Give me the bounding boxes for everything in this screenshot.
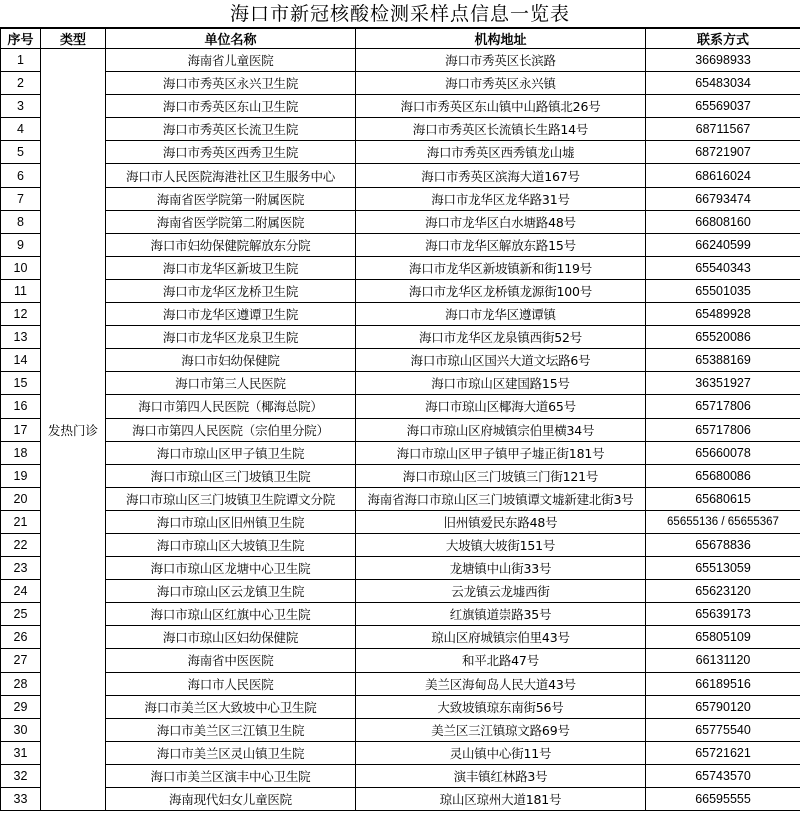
unit-name: 海口市人民医院海港社区卫生服务中心 [106, 164, 356, 187]
unit-address: 海口市龙华区龙华路31号 [356, 187, 646, 210]
unit-name: 海口市琼山区三门坡镇卫生院 [106, 464, 356, 487]
unit-name: 海口市秀英区永兴卫生院 [106, 72, 356, 95]
row-number: 18 [1, 441, 41, 464]
unit-name: 海口市龙华区新坡卫生院 [106, 256, 356, 279]
unit-address: 琼山区琼州大道181号 [356, 788, 646, 811]
table-row [1, 72, 800, 95]
row-number: 13 [1, 326, 41, 349]
contact-phone: 65569037 [646, 95, 800, 118]
table-row [1, 718, 800, 741]
contact-phone: 65388169 [646, 349, 800, 372]
unit-name: 海口市琼山区旧州镇卫生院 [106, 510, 356, 533]
table-header-row [1, 29, 800, 49]
row-number: 31 [1, 741, 41, 764]
contact-phone: 65775540 [646, 718, 800, 741]
contact-phone: 65489928 [646, 303, 800, 326]
table-row [1, 441, 800, 464]
contact-phone: 65721621 [646, 741, 800, 764]
row-number: 9 [1, 233, 41, 256]
table-row [1, 557, 800, 580]
row-number: 33 [1, 788, 41, 811]
unit-address: 海口市龙华区解放东路15号 [356, 233, 646, 256]
unit-name: 海口市琼山区三门坡镇卫生院谭文分院 [106, 487, 356, 510]
row-number: 16 [1, 395, 41, 418]
contact-phone: 36698933 [646, 49, 800, 72]
row-number: 1 [1, 49, 41, 72]
unit-address: 海口市秀英区长滨路 [356, 49, 646, 72]
unit-name: 海口市美兰区大致坡中心卫生院 [106, 695, 356, 718]
row-number: 15 [1, 372, 41, 395]
unit-address: 海口市秀英区西秀镇龙山墟 [356, 141, 646, 164]
table-row [1, 672, 800, 695]
unit-address: 海口市秀英区长流镇长生路14号 [356, 118, 646, 141]
contact-phone: 65540343 [646, 256, 800, 279]
unit-address: 美兰区三江镇琼文路69号 [356, 718, 646, 741]
unit-name: 海口市妇幼保健院解放东分院 [106, 233, 356, 256]
row-number: 32 [1, 764, 41, 787]
contact-phone: 68711567 [646, 118, 800, 141]
row-number: 17 [1, 418, 41, 441]
unit-name: 海口市妇幼保健院 [106, 349, 356, 372]
unit-address: 红旗镇道崇路35号 [356, 603, 646, 626]
row-number: 29 [1, 695, 41, 718]
unit-name: 海南省儿童医院 [106, 49, 356, 72]
table-row [1, 395, 800, 418]
contact-phone: 66793474 [646, 187, 800, 210]
table-row [1, 487, 800, 510]
unit-address: 海口市龙华区龙泉镇西街52号 [356, 326, 646, 349]
unit-address: 云龙镇云龙墟西街 [356, 580, 646, 603]
contact-phone: 65513059 [646, 557, 800, 580]
table-row [1, 741, 800, 764]
contact-phone: 66808160 [646, 210, 800, 233]
row-number: 19 [1, 464, 41, 487]
row-number: 5 [1, 141, 41, 164]
header-phone: 联系方式 [646, 29, 800, 49]
row-number: 14 [1, 349, 41, 372]
unit-address: 海口市龙华区白水塘路48号 [356, 210, 646, 233]
row-number: 6 [1, 164, 41, 187]
table-row [1, 626, 800, 649]
table-row [1, 279, 800, 302]
contact-phone: 66240599 [646, 233, 800, 256]
unit-name: 海口市第三人民医院 [106, 372, 356, 395]
unit-address: 海口市龙华区龙桥镇龙源街100号 [356, 279, 646, 302]
row-number: 23 [1, 557, 41, 580]
contact-phone: 65655136 / 65655367 [646, 510, 800, 533]
unit-address: 大坡镇大坡街151号 [356, 533, 646, 556]
unit-address: 海口市琼山区三门坡镇三门街121号 [356, 464, 646, 487]
contact-phone: 66189516 [646, 672, 800, 695]
row-number: 24 [1, 580, 41, 603]
table-row [1, 164, 800, 187]
table-row [1, 695, 800, 718]
unit-name: 海口市琼山区甲子镇卫生院 [106, 441, 356, 464]
unit-name: 海口市人民医院 [106, 672, 356, 695]
sampling-sites-table [0, 28, 800, 811]
page-title: 海口市新冠核酸检测采样点信息一览表 [0, 0, 800, 28]
unit-name: 海南省中医医院 [106, 649, 356, 672]
header-address: 机构地址 [356, 29, 646, 49]
unit-name: 海口市秀英区东山卫生院 [106, 95, 356, 118]
header-no: 序号 [1, 29, 41, 49]
row-number: 10 [1, 256, 41, 279]
table-row [1, 95, 800, 118]
table-row [1, 187, 800, 210]
unit-address: 龙塘镇中山街33号 [356, 557, 646, 580]
unit-address: 琼山区府城镇宗伯里43号 [356, 626, 646, 649]
contact-phone: 65501035 [646, 279, 800, 302]
table-row [1, 141, 800, 164]
row-number: 27 [1, 649, 41, 672]
table-body [1, 49, 800, 811]
row-number: 8 [1, 210, 41, 233]
unit-address: 和平北路47号 [356, 649, 646, 672]
table-row [1, 349, 800, 372]
contact-phone: 65678836 [646, 533, 800, 556]
contact-phone: 68616024 [646, 164, 800, 187]
row-number: 3 [1, 95, 41, 118]
row-number: 30 [1, 718, 41, 741]
unit-name: 海口市琼山区红旗中心卫生院 [106, 603, 356, 626]
row-number: 21 [1, 510, 41, 533]
unit-name: 海南省医学院第二附属医院 [106, 210, 356, 233]
unit-address: 海口市龙华区遵谭镇 [356, 303, 646, 326]
unit-name: 海口市琼山区云龙镇卫生院 [106, 580, 356, 603]
contact-phone: 65680086 [646, 464, 800, 487]
table-row [1, 788, 800, 811]
contact-phone: 65520086 [646, 326, 800, 349]
unit-address: 海口市秀英区永兴镇 [356, 72, 646, 95]
unit-name: 海南省医学院第一附属医院 [106, 187, 356, 210]
unit-address: 海口市琼山区甲子镇甲子墟正街181号 [356, 441, 646, 464]
table-row [1, 303, 800, 326]
contact-phone: 65717806 [646, 418, 800, 441]
unit-address: 大致坡镇琼东南街56号 [356, 695, 646, 718]
contact-phone: 66131120 [646, 649, 800, 672]
table-row [1, 510, 800, 533]
unit-name: 海口市琼山区龙塘中心卫生院 [106, 557, 356, 580]
contact-phone: 65743570 [646, 764, 800, 787]
contact-phone: 65639173 [646, 603, 800, 626]
table-row [1, 603, 800, 626]
header-name: 单位名称 [106, 29, 356, 49]
unit-name: 海口市第四人民医院（宗伯里分院） [106, 418, 356, 441]
unit-address: 旧州镇爱民东路48号 [356, 510, 646, 533]
table-row [1, 764, 800, 787]
unit-name: 海口市第四人民医院（椰海总院） [106, 395, 356, 418]
unit-name: 海口市秀英区西秀卫生院 [106, 141, 356, 164]
table-row [1, 418, 800, 441]
unit-name: 海口市龙华区遵谭卫生院 [106, 303, 356, 326]
row-number: 7 [1, 187, 41, 210]
contact-phone: 66595555 [646, 788, 800, 811]
header-type: 类型 [41, 29, 106, 49]
unit-name: 海口市琼山区大坡镇卫生院 [106, 533, 356, 556]
contact-phone: 65717806 [646, 395, 800, 418]
unit-address: 美兰区海甸岛人民大道43号 [356, 672, 646, 695]
unit-name: 海口市美兰区灵山镇卫生院 [106, 741, 356, 764]
unit-address: 海南省海口市琼山区三门坡镇谭文墟新建北街3号 [356, 487, 646, 510]
contact-phone: 36351927 [646, 372, 800, 395]
type-cell: 发热门诊 [41, 49, 106, 811]
row-number: 12 [1, 303, 41, 326]
table-row [1, 326, 800, 349]
unit-name: 海口市龙华区龙泉卫生院 [106, 326, 356, 349]
table-row [1, 118, 800, 141]
row-number: 20 [1, 487, 41, 510]
row-number: 4 [1, 118, 41, 141]
unit-address: 海口市琼山区建国路15号 [356, 372, 646, 395]
unit-address: 海口市秀英区东山镇中山路镇北26号 [356, 95, 646, 118]
row-number: 2 [1, 72, 41, 95]
contact-phone: 65805109 [646, 626, 800, 649]
unit-address: 演丰镇红林路3号 [356, 764, 646, 787]
table-row [1, 372, 800, 395]
contact-phone: 65790120 [646, 695, 800, 718]
unit-name: 海口市秀英区长流卫生院 [106, 118, 356, 141]
contact-phone: 65623120 [646, 580, 800, 603]
row-number: 11 [1, 279, 41, 302]
unit-name: 海口市美兰区三江镇卫生院 [106, 718, 356, 741]
table-row [1, 464, 800, 487]
unit-address: 海口市琼山区府城镇宗伯里横34号 [356, 418, 646, 441]
contact-phone: 65660078 [646, 441, 800, 464]
row-number: 22 [1, 533, 41, 556]
table-row [1, 233, 800, 256]
contact-phone: 65483034 [646, 72, 800, 95]
table-row [1, 210, 800, 233]
unit-name: 海口市琼山区妇幼保健院 [106, 626, 356, 649]
unit-address: 海口市琼山区椰海大道65号 [356, 395, 646, 418]
row-number: 25 [1, 603, 41, 626]
table-row [1, 649, 800, 672]
unit-address: 灵山镇中心街11号 [356, 741, 646, 764]
table-row [1, 580, 800, 603]
table-row [1, 533, 800, 556]
row-number: 28 [1, 672, 41, 695]
unit-address: 海口市琼山区国兴大道文坛路6号 [356, 349, 646, 372]
contact-phone: 65680615 [646, 487, 800, 510]
unit-name: 海南现代妇女儿童医院 [106, 788, 356, 811]
unit-address: 海口市秀英区滨海大道167号 [356, 164, 646, 187]
row-number: 26 [1, 626, 41, 649]
unit-address: 海口市龙华区新坡镇新和街119号 [356, 256, 646, 279]
table-row [1, 49, 800, 72]
contact-phone: 68721907 [646, 141, 800, 164]
table-row [1, 256, 800, 279]
unit-name: 海口市美兰区演丰中心卫生院 [106, 764, 356, 787]
unit-name: 海口市龙华区龙桥卫生院 [106, 279, 356, 302]
